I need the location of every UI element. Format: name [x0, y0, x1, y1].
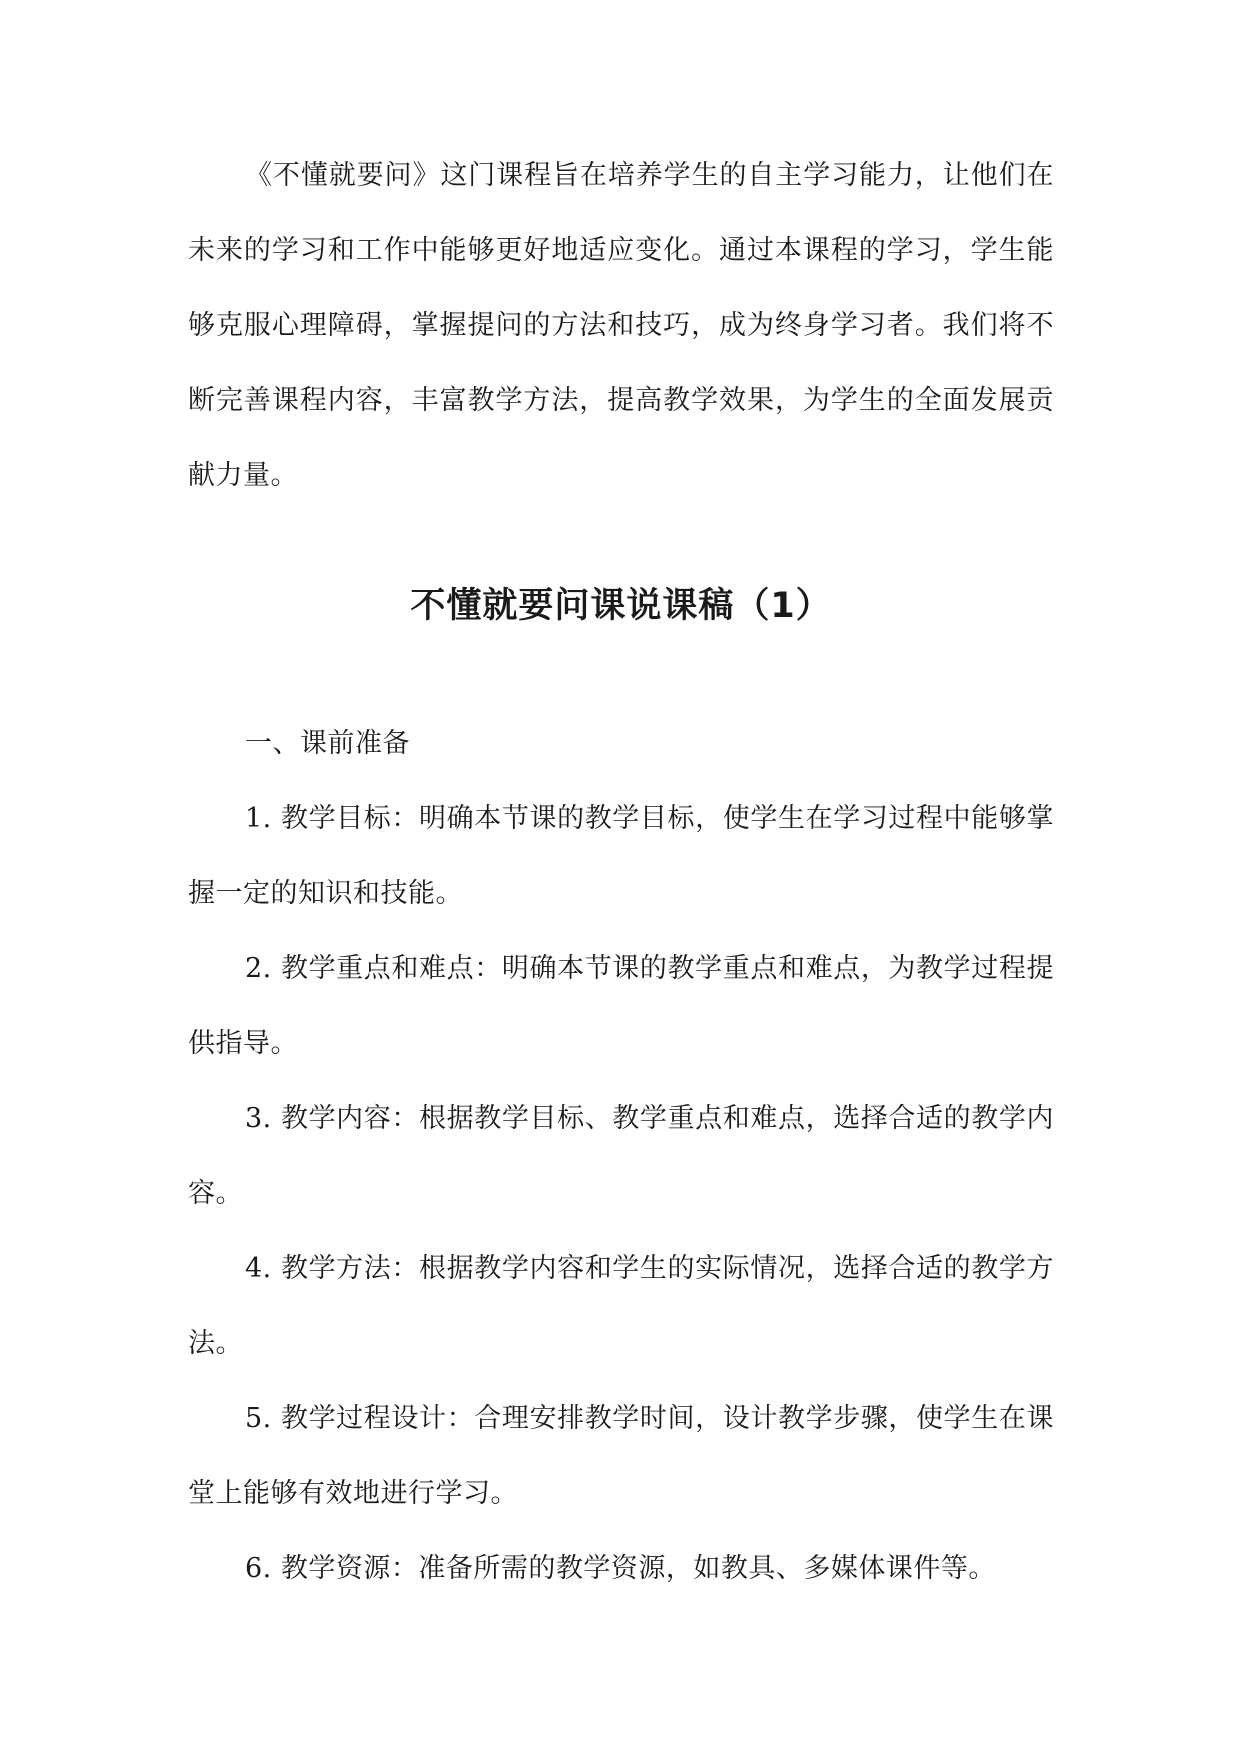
document-title: 不懂就要问课说课稿（1）: [410, 586, 832, 626]
list-item: 4. 教学方法：根据教学内容和学生的实际情况，选择合适的教学方法。: [188, 1253, 1054, 1359]
list-item: 3. 教学内容：根据教学目标、教学重点和难点，选择合适的教学内容。: [188, 1103, 1054, 1209]
list-item: 5. 教学过程设计：合理安排教学时间，设计教学步骤，使学生在课堂上能够有效地进行学习。: [188, 1403, 1054, 1509]
section-heading: 一、课前准备: [245, 728, 410, 759]
list-item: 6. 教学资源：准备所需的教学资源，如教具、多媒体课件等。: [245, 1553, 996, 1584]
document-body: [188, 138, 1054, 1606]
intro-paragraph: 《不懂就要问》这门课程旨在培养学生的自主学习能力，让他们在未来的学习和工作中能够更好地适应变化。通过本课程的学习，学生能够克服心理障碍，掌握提问的方法和技巧，成为终身学习者。我们将不断完善课程内容，丰富教学方法，提高教学效果，为学生的全面发展贡献力量。: [188, 160, 1054, 491]
list-item: 1. 教学目标：明确本节课的教学目标，使学生在学习过程中能够掌握一定的知识和技能。: [188, 803, 1054, 909]
pre-class-section: [188, 706, 1054, 1606]
list-item: 2. 教学重点和难点：明确本节课的教学重点和难点，为教学过程提供指导。: [188, 953, 1054, 1059]
